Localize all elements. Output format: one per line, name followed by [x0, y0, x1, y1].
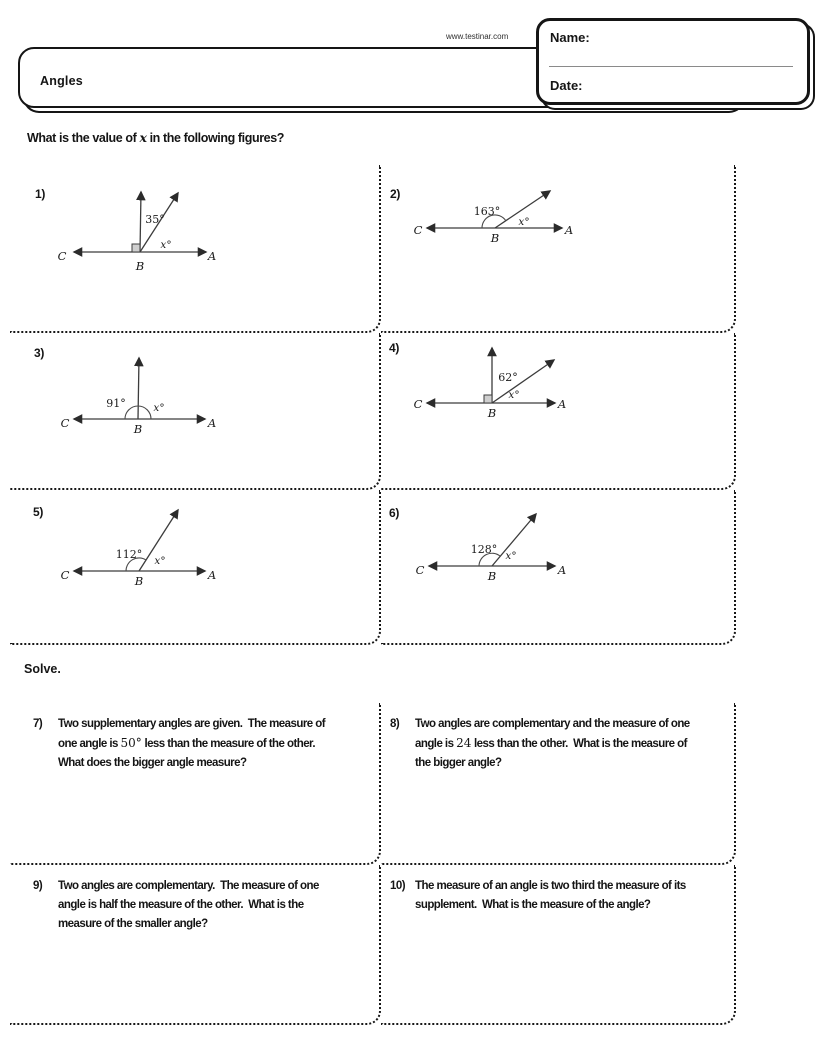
point-label-c: C: [415, 563, 425, 577]
figure-1-diagram: [38, 179, 238, 289]
figure-number: 3): [34, 346, 45, 360]
x-label: x°: [153, 402, 165, 414]
right-angle-mark: [132, 244, 140, 252]
x-label: x°: [518, 216, 530, 228]
ray-vertical: [140, 192, 141, 252]
problem-text: Two angles are complementary. The measure of one angle is half the measure of the other. What is the measure of the smaller angle?: [58, 880, 319, 930]
question-heading-pre: What is the value of: [27, 131, 140, 145]
problem-number: 8): [390, 718, 400, 730]
problem-row: [381, 865, 734, 915]
problem-row: [10, 703, 379, 773]
problem-number: 9): [33, 880, 43, 892]
figure-cell-6: [381, 490, 736, 645]
angle-value-label: 128°: [470, 543, 498, 556]
problem-row: [10, 865, 379, 934]
right-angle-mark: [484, 395, 492, 403]
figure-cell-3: [10, 333, 381, 490]
problem-number: 7): [33, 718, 43, 730]
figure-cell-5: [10, 490, 381, 645]
figures-grid: [10, 165, 736, 645]
figure-6-diagram: [401, 498, 601, 608]
point-label-a: A: [207, 416, 217, 430]
point-label-c: C: [60, 416, 70, 430]
x-label: x°: [154, 555, 166, 567]
angle-value-label: 91°: [106, 397, 126, 410]
point-label-b: B: [487, 406, 497, 420]
question-heading: [27, 130, 284, 145]
point-label-a: A: [564, 223, 574, 237]
point-label-c: C: [413, 223, 423, 237]
ray-vertical: [138, 358, 139, 419]
angle-value-label: 112°: [115, 548, 143, 561]
angle-value-label: 35°: [145, 213, 165, 226]
point-label-a: A: [557, 563, 567, 577]
problem-text: Two supplementary angles are given. The measure of one angle is 50° less than the measure of the other. What does the bigger angle measure?: [58, 718, 325, 769]
figure-number: 4): [389, 341, 400, 355]
point-label-b: B: [135, 259, 145, 273]
name-underline: [549, 66, 793, 67]
site-url: www.testinar.com: [446, 32, 509, 41]
point-label-c: C: [413, 397, 423, 411]
problem-text: The measure of an angle is two third the measure of its supplement. What is the measure of the angle?: [415, 880, 686, 911]
point-label-a: A: [207, 568, 217, 582]
figure-3-diagram: [30, 343, 230, 453]
figure-5-diagram: [30, 498, 230, 608]
figure-number: 5): [33, 505, 44, 519]
x-label: x°: [160, 239, 172, 251]
x-label: x°: [505, 550, 517, 562]
problem-cell-9: [10, 865, 381, 1025]
figure-number: 6): [389, 506, 400, 520]
figure-number: 2): [390, 187, 401, 201]
name-label: Name:: [550, 30, 590, 45]
figure-cell-4: [381, 333, 736, 490]
worksheet-title: Angles: [40, 74, 83, 88]
problem-text: Two angles are complementary and the measure of one angle is 24 less than the other. What is the measure of the bigger angle?: [415, 718, 690, 769]
problem-cell-10: [381, 865, 736, 1025]
question-heading-post: in the following figures?: [146, 131, 285, 145]
point-label-b: B: [490, 231, 500, 245]
problem-cell-7: [10, 703, 381, 865]
solve-heading: Solve.: [24, 662, 61, 676]
problem-cell-8: [381, 703, 736, 865]
question-heading-math-x: x: [139, 130, 147, 145]
figure-4-diagram: [401, 341, 601, 451]
point-label-a: A: [557, 397, 567, 411]
figure-2-diagram: [401, 175, 601, 285]
point-label-b: B: [134, 574, 144, 588]
point-label-a: A: [207, 249, 217, 263]
x-label: x°: [508, 389, 520, 401]
name-date-box: [536, 18, 810, 105]
problems-grid: [10, 703, 736, 1025]
point-label-b: B: [487, 569, 497, 583]
angle-value-label: 62°: [498, 371, 518, 384]
point-label-b: B: [133, 422, 143, 436]
problem-number: 10): [390, 880, 405, 892]
problem-row: [381, 703, 734, 773]
point-label-c: C: [57, 249, 67, 263]
figure-number: 1): [35, 187, 46, 201]
figure-cell-2: [381, 165, 736, 333]
point-label-c: C: [60, 568, 70, 582]
angle-value-label: 163°: [473, 205, 501, 218]
figure-cell-1: [10, 165, 381, 333]
date-label: Date:: [550, 78, 583, 93]
